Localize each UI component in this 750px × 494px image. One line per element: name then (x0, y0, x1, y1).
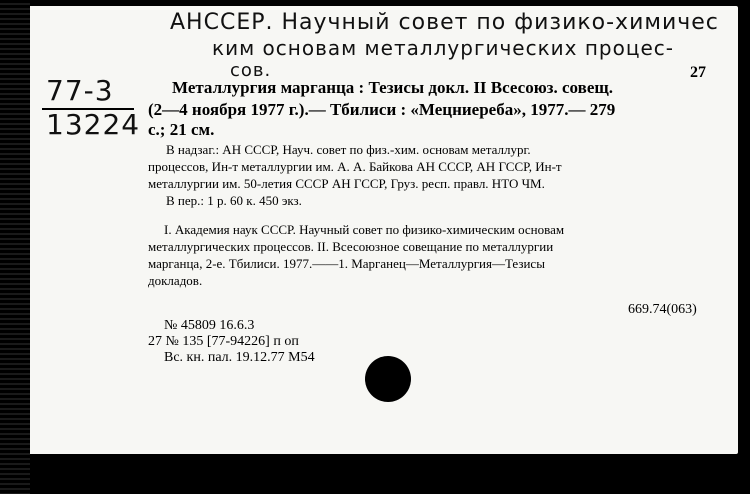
tracing-line-4: докладов. (148, 273, 203, 288)
tracing-line-1: I. Академия наук СССР. Научный совет по физико-химическим основам (164, 222, 565, 237)
scan-edge (0, 0, 30, 494)
note-line-1: В надзаг.: АН СССР, Науч. совет по физ.-хим. основам металлург. (166, 142, 531, 157)
handwritten-line-1: АНССЕР. Научный совет по физико-химичес (170, 10, 719, 35)
tracing-line-3: марганца, 2-е. Тбилиси. 1977.——1. Марганец—Металлургия—Тезисы (148, 256, 545, 271)
entry-line-2: (2—4 ноября 1977 г.).— Тбилиси : «Мецниереба», 1977.— 279 (148, 100, 616, 119)
footer-line-1: № 45809 16.6.3 (164, 318, 255, 333)
note-line-3: металлургии им. 50-летия СССР АН ГССР, Груз. респ. правл. НТО ЧМ. (148, 176, 545, 191)
tracing-line-2: металлургических процессов. II. Всесоюзное совещание по металлургии (148, 239, 554, 254)
footer-line-2: 27 № 135 [77-94226] п оп (148, 334, 299, 349)
handwritten-line-2: ким основам металлургических процес- (212, 36, 674, 60)
call-number-top: 77-3 (46, 74, 114, 107)
call-number-bottom: 13224 (46, 108, 141, 141)
entry-line-3: с.; 21 см. (148, 120, 215, 139)
note-line-4: В пер.: 1 р. 60 к. 450 экз. (166, 193, 302, 208)
card-number: 27 (690, 64, 706, 81)
classification-number: 669.74(063) (628, 302, 697, 317)
handwritten-line-3: сов. (230, 60, 272, 81)
entry-line-1: Металлургия марганца : Тезисы докл. II Всесоюз. совещ. (172, 78, 613, 97)
punch-hole (365, 356, 411, 402)
footer-line-3: Вс. кн. пал. 19.12.77 М54 (164, 350, 315, 365)
note-line-2: процессов, Ин-т металлургии им. А. А. Байкова АН СССР, АН ГССР, Ин-т (148, 159, 562, 174)
